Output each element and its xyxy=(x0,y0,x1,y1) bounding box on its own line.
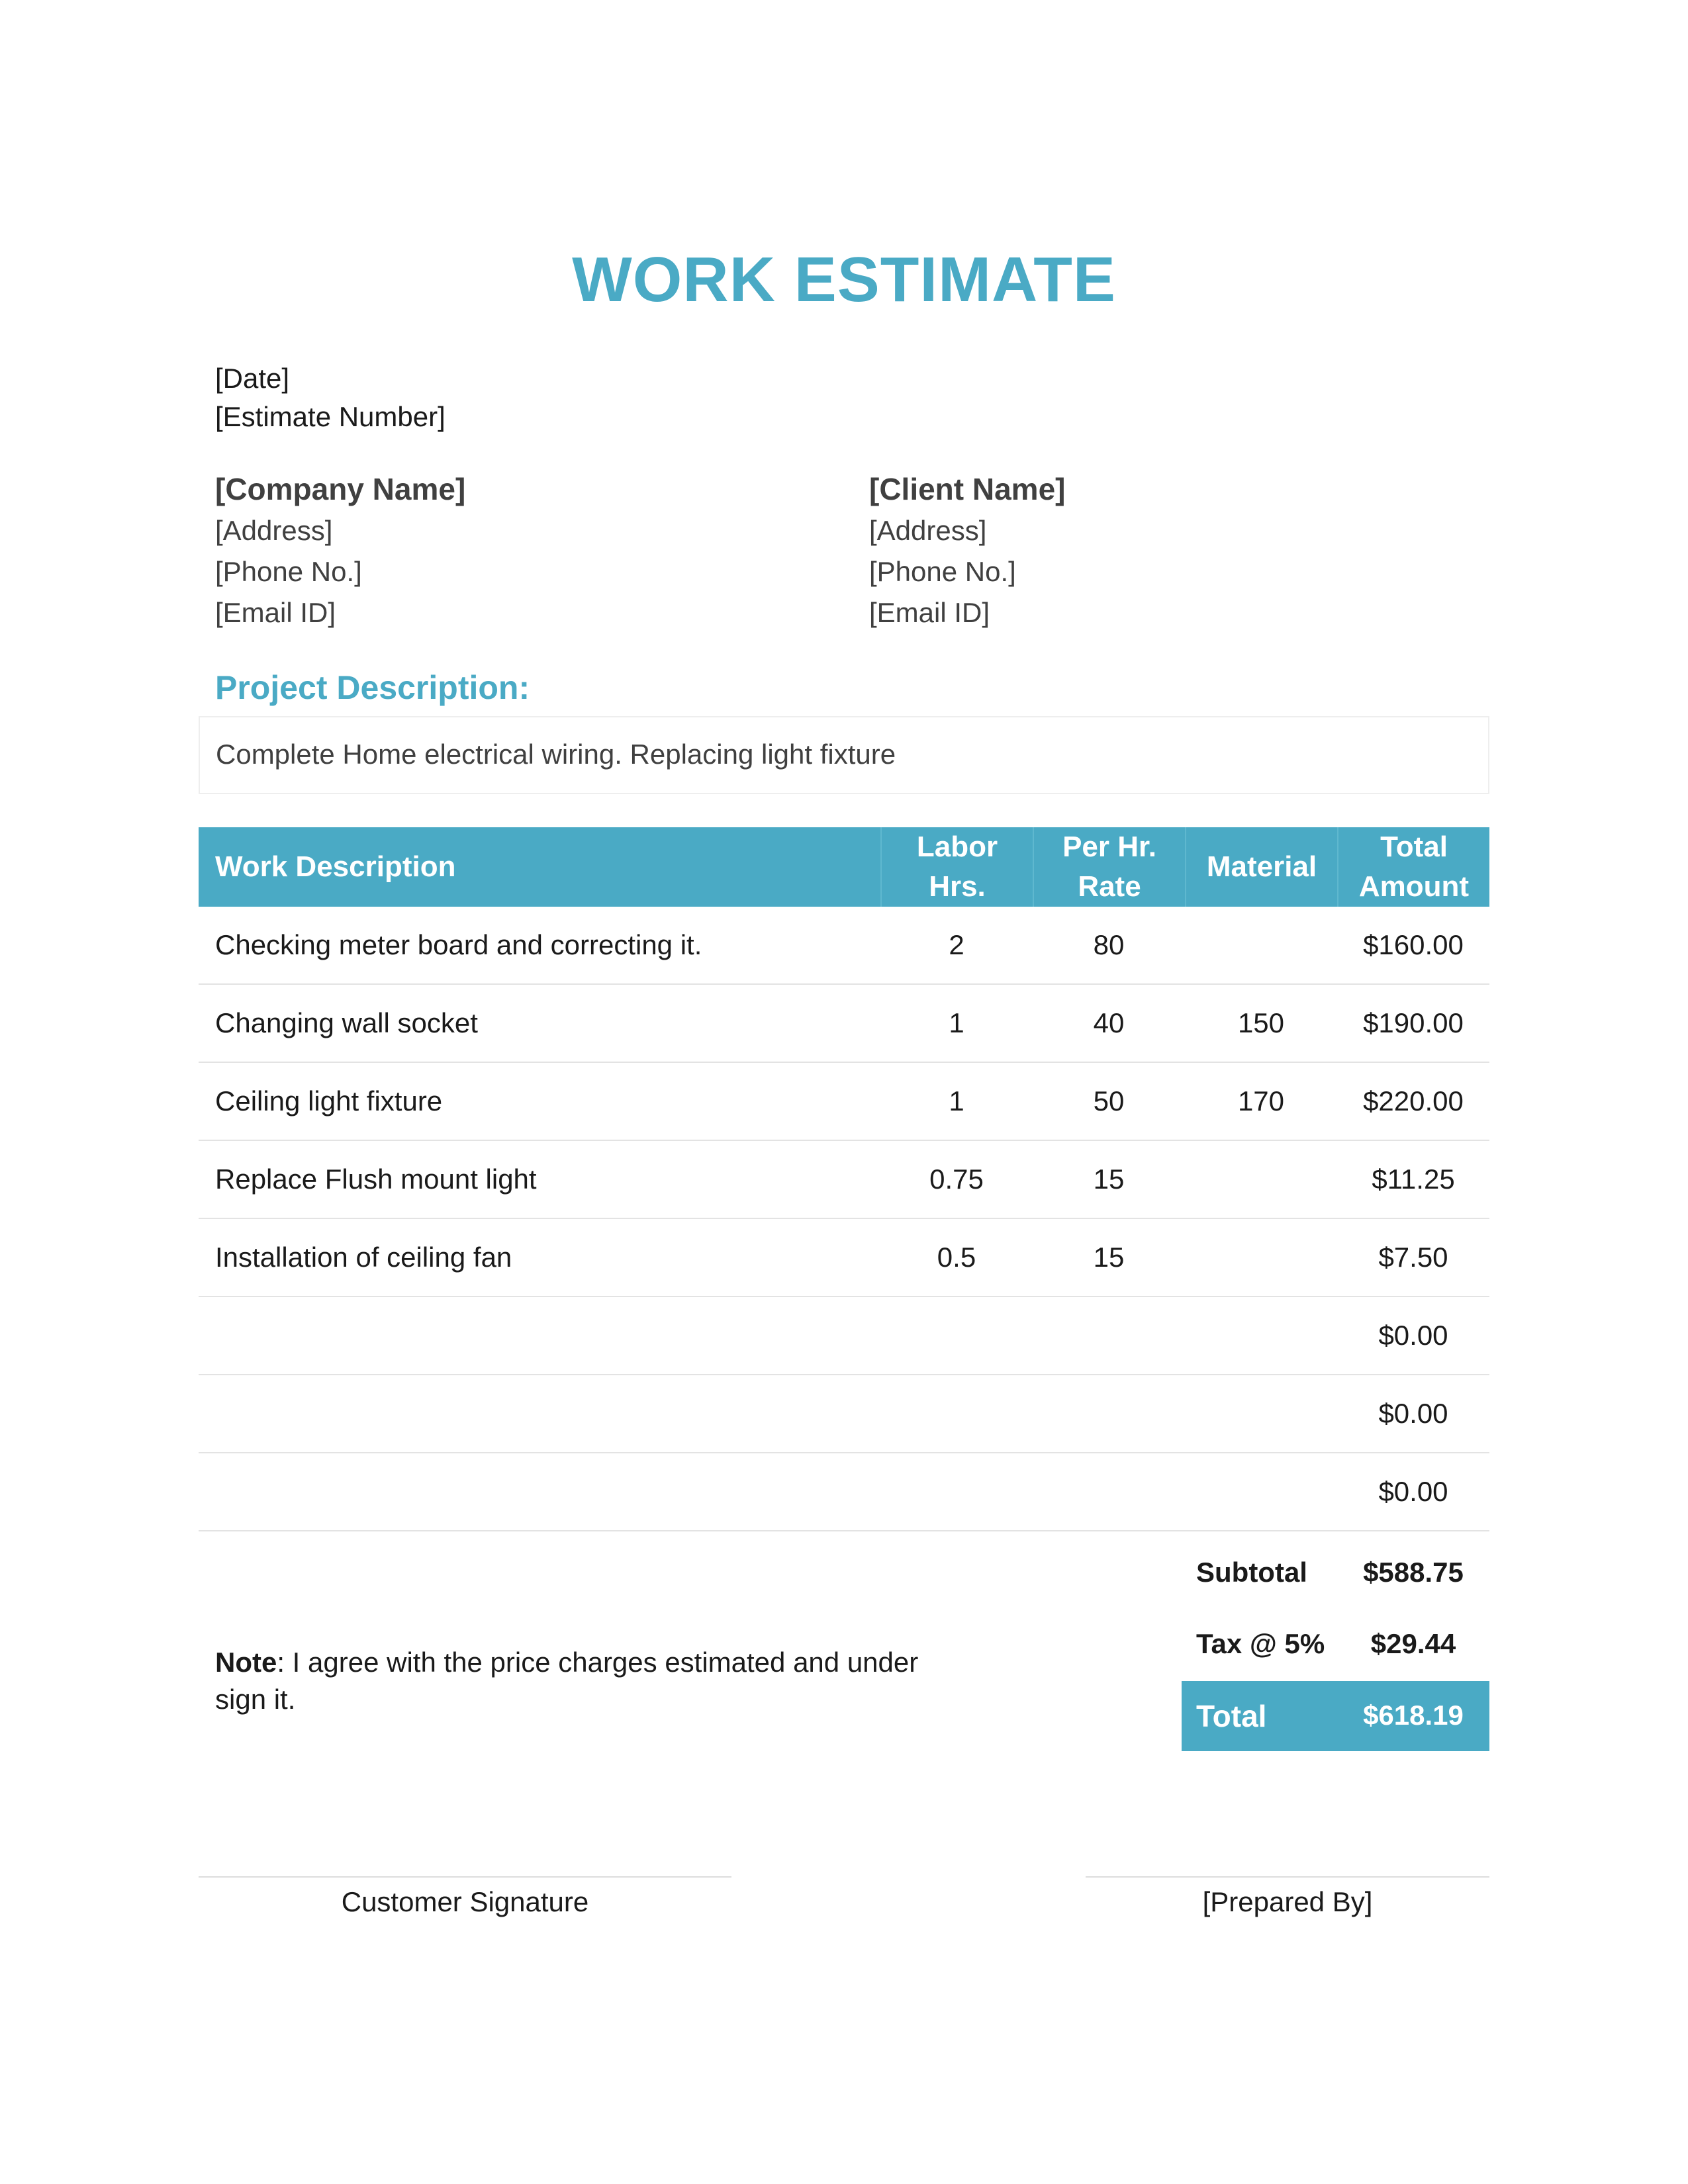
table-row xyxy=(199,1219,1489,1297)
header-per-hr-rate: Per Hr. Rate xyxy=(1033,827,1185,907)
agreement-note xyxy=(215,1644,976,1718)
cell-labor xyxy=(880,1375,1033,1452)
total-label: Total xyxy=(1196,1699,1267,1733)
table-header xyxy=(199,827,1489,907)
document-title: WORK ESTIMATE xyxy=(572,244,1116,315)
cell-description: Ceiling light fixture xyxy=(215,1085,443,1116)
estimate-number: [Estimate Number] xyxy=(215,401,445,432)
project-description-box[interactable] xyxy=(199,716,1489,794)
cell-material xyxy=(1185,1219,1337,1296)
cell-material xyxy=(1185,1375,1337,1452)
table-row xyxy=(199,1375,1489,1453)
cell-rate: 15 xyxy=(1093,1163,1125,1195)
header-work-description: Work Description xyxy=(215,850,456,883)
cell-description: Changing wall socket xyxy=(215,1007,478,1038)
table-row xyxy=(199,1141,1489,1219)
cell-total: $0.00 xyxy=(1378,1320,1448,1351)
customer-signature-label: Customer Signature xyxy=(341,1886,589,1917)
cell-total: $220.00 xyxy=(1363,1085,1464,1116)
table-row xyxy=(199,985,1489,1063)
estimate-date: [Date] xyxy=(215,363,290,394)
cell-description: Installation of ceiling fan xyxy=(215,1242,512,1273)
cell-total: $190.00 xyxy=(1363,1007,1464,1038)
cell-labor xyxy=(880,1297,1033,1374)
note-label: Note xyxy=(215,1647,277,1678)
company-address: [Address] xyxy=(215,515,333,546)
cell-description: Replace Flush mount light xyxy=(215,1163,537,1195)
cell-total: $11.25 xyxy=(1372,1163,1455,1195)
header-material: Material xyxy=(1185,827,1337,907)
subtotal-label: Subtotal xyxy=(1196,1557,1307,1588)
prepared-by-label: [Prepared By] xyxy=(1202,1886,1373,1917)
cell-total: $0.00 xyxy=(1378,1476,1448,1507)
cell-labor: 1 xyxy=(949,1085,964,1116)
cell-material xyxy=(1185,907,1337,983)
cell-material xyxy=(1185,1453,1337,1530)
cell-rate xyxy=(1033,1375,1185,1452)
total-value: $618.19 xyxy=(1363,1700,1464,1731)
cell-labor: 1 xyxy=(949,1007,964,1038)
client-name: [Client Name] xyxy=(869,472,1066,506)
cell-total: $7.50 xyxy=(1378,1242,1448,1273)
tax-value: $29.44 xyxy=(1370,1628,1456,1659)
cell-rate: 15 xyxy=(1093,1242,1125,1273)
subtotal-value: $588.75 xyxy=(1363,1557,1464,1588)
table-row xyxy=(199,907,1489,985)
cell-rate: 80 xyxy=(1093,929,1125,960)
cell-material xyxy=(1185,1297,1337,1374)
cell-rate: 40 xyxy=(1093,1007,1125,1038)
cell-rate xyxy=(1033,1453,1185,1530)
client-phone: [Phone No.] xyxy=(869,556,1016,587)
table-row xyxy=(199,1453,1489,1531)
cell-material: 150 xyxy=(1237,1007,1285,1038)
cell-material xyxy=(1185,1141,1337,1218)
prepared-by-line[interactable] xyxy=(1086,1876,1489,1878)
cell-labor: 0.5 xyxy=(937,1242,976,1273)
grand-total-bar xyxy=(1182,1681,1489,1751)
tax-label: Tax @ 5% xyxy=(1196,1628,1325,1659)
header-total-amount: Total Amount xyxy=(1337,827,1489,907)
note-text: : I agree with the price charges estimated and under sign it. xyxy=(215,1647,919,1715)
cell-labor: 0.75 xyxy=(929,1163,984,1195)
cell-description xyxy=(199,1375,880,1452)
cell-description xyxy=(199,1453,880,1530)
cell-rate xyxy=(1033,1297,1185,1374)
table-row xyxy=(199,1063,1489,1141)
cell-description: Checking meter board and correcting it. xyxy=(215,929,702,960)
company-name: [Company Name] xyxy=(215,472,466,506)
cell-labor xyxy=(880,1453,1033,1530)
cell-description xyxy=(199,1297,880,1374)
cell-material: 170 xyxy=(1237,1085,1285,1116)
customer-signature-line[interactable] xyxy=(199,1876,731,1878)
cell-labor: 2 xyxy=(949,929,964,960)
cell-total: $0.00 xyxy=(1378,1398,1448,1429)
project-description-text: Complete Home electrical wiring. Replacing light fixture xyxy=(216,739,896,770)
client-address: [Address] xyxy=(869,515,987,546)
company-phone: [Phone No.] xyxy=(215,556,362,587)
client-email: [Email ID] xyxy=(869,597,990,628)
cell-total: $160.00 xyxy=(1363,929,1464,960)
header-labor-hrs: Labor Hrs. xyxy=(880,827,1033,907)
project-description-heading: Project Description: xyxy=(215,669,530,706)
company-email: [Email ID] xyxy=(215,597,336,628)
table-row xyxy=(199,1297,1489,1375)
cell-rate: 50 xyxy=(1093,1085,1125,1116)
